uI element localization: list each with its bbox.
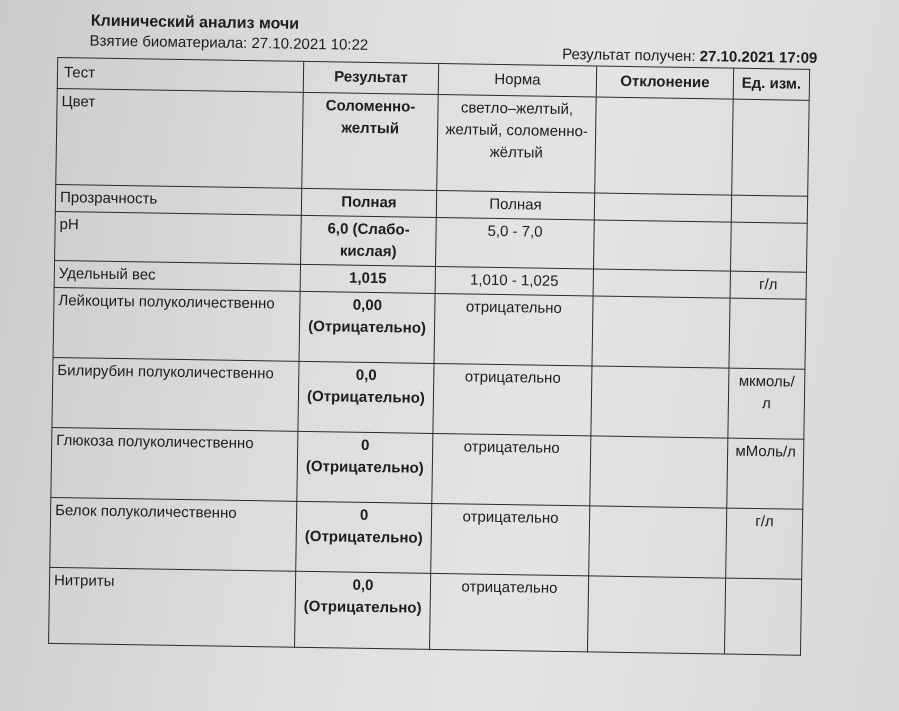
collected-label: Взятие биоматериала: <box>89 32 248 52</box>
result-value: 6,0 (Слабо-кислая) <box>301 215 437 266</box>
result-value: Соломенно-желтый <box>302 92 438 190</box>
unit-value: мМоль/л <box>727 438 804 509</box>
result-value: 0,0 (Отрицательно) <box>298 361 434 433</box>
norm-value: отрицательно <box>433 363 592 435</box>
unit-value <box>732 99 809 196</box>
deviation-value <box>593 269 730 298</box>
unit-value: г/л <box>730 271 806 299</box>
deviation-value <box>593 220 731 271</box>
unit-value <box>729 298 806 369</box>
test-name: Белок полуколичественно <box>50 497 297 571</box>
unit-value <box>730 222 807 272</box>
norm-value: 1,010 - 1,025 <box>435 266 593 295</box>
norm-value: отрицательно <box>434 293 593 365</box>
norm-value: светло–желтый, желтый, соломенно-жёлтый <box>437 94 596 192</box>
deviation-value <box>590 436 728 508</box>
result-value: 0 (Отрицательно) <box>297 431 433 503</box>
result-value: Полная <box>301 188 436 217</box>
collected-info <box>89 32 368 53</box>
report-title: Клинический анализ мочи <box>90 12 300 33</box>
received-info <box>562 46 817 67</box>
col-header-norm: Норма <box>438 63 596 96</box>
deviation-value <box>589 506 727 578</box>
col-header-deviation: Отклонение <box>596 66 733 99</box>
lab-report <box>53 10 818 617</box>
deviation-value <box>587 576 725 654</box>
deviation-value <box>591 366 729 438</box>
col-header-result: Результат <box>303 61 438 94</box>
table-row <box>50 497 803 579</box>
table-row <box>51 427 804 509</box>
test-name: Прозрачность <box>55 184 301 215</box>
received-label: Результат получен: <box>562 45 696 66</box>
result-value: 0,0 (Отрицательно) <box>295 571 431 649</box>
norm-value: отрицательно <box>430 573 589 651</box>
norm-value: отрицательно <box>432 433 591 505</box>
test-name: Лейкоциты полуколичественно <box>53 287 300 361</box>
result-value: 0 (Отрицательно) <box>296 501 432 573</box>
test-name: Цвет <box>56 88 303 188</box>
unit-value: мкмоль/л <box>728 368 805 439</box>
deviation-value <box>594 193 731 222</box>
norm-value: Полная <box>436 190 594 219</box>
unit-value: г/л <box>726 508 803 579</box>
received-value: 27.10.2021 17:09 <box>699 48 818 67</box>
test-name: Нитриты <box>49 567 296 647</box>
col-header-unit: Ед. изм. <box>733 68 809 100</box>
results-table <box>48 57 810 656</box>
test-name: Удельный вес <box>54 260 300 291</box>
result-value: 0,00 (Отрицательно) <box>299 291 435 363</box>
table-row <box>53 287 806 369</box>
norm-value: отрицательно <box>431 503 590 575</box>
test-name: Глюкоза полуколичественно <box>51 427 298 501</box>
table-row <box>52 357 805 439</box>
collected-value: 27.10.2021 10:22 <box>251 35 369 54</box>
test-name: Билирубин полуколичественно <box>52 357 299 431</box>
deviation-value <box>592 296 730 368</box>
test-name: pH <box>55 211 302 264</box>
table-row <box>49 567 802 655</box>
col-header-test: Тест <box>57 58 303 93</box>
norm-value: 5,0 - 7,0 <box>436 217 595 268</box>
table-row <box>56 88 809 196</box>
unit-value <box>731 195 807 223</box>
deviation-value <box>595 97 733 195</box>
result-value: 1,015 <box>300 264 435 293</box>
unit-value <box>724 578 801 655</box>
